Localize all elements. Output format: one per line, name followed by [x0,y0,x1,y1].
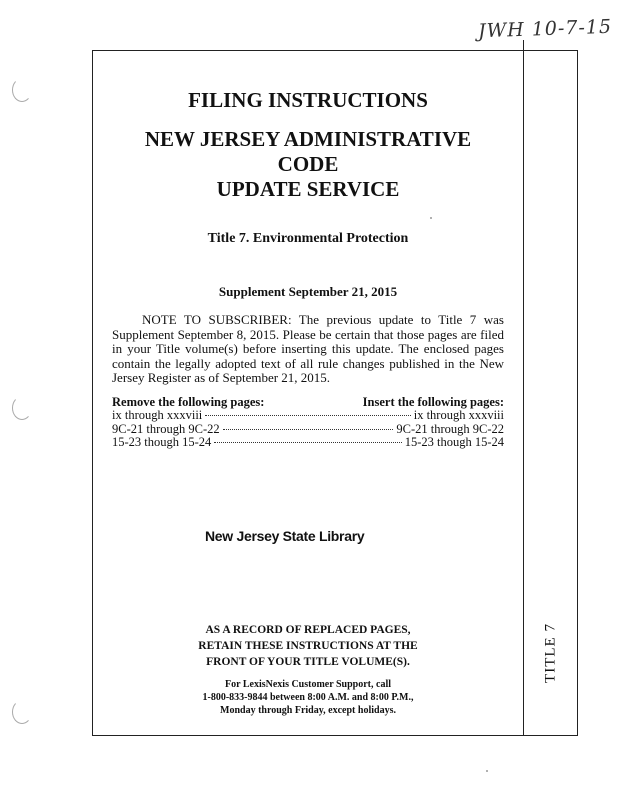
title-tab-label: TITLE 7 [542,623,559,683]
support-line: Monday through Friday, except holidays. [220,705,396,716]
insert-pages: ix through xxxviii [413,408,504,422]
dot-leader [214,442,401,443]
retain-notice [112,622,504,670]
table-header [112,396,504,410]
dot-leader [205,415,410,416]
handwritten-initials-date: JWH 10-7-15 [477,15,613,43]
scan-speck [486,770,488,772]
library-stamp: New Jersey State Library [205,528,365,544]
dot-leader [223,429,394,430]
table-row [112,423,504,437]
insert-header: Insert the following pages: [362,394,504,409]
instructions-body [112,88,504,450]
code-heading-line1: NEW JERSEY ADMINISTRATIVE CODE [144,127,472,176]
customer-support-info [112,678,504,717]
page-title: FILING INSTRUCTIONS [188,88,428,112]
code-heading-line2: UPDATE SERVICE [216,177,400,201]
retain-line: AS A RECORD OF REPLACED PAGES, [205,624,411,636]
scan-speck [430,217,432,219]
support-line: 1-800-833-9844 between 8:00 A.M. and 8:00 P.M., [202,692,414,703]
remove-header: Remove the following pages: [112,394,265,409]
remove-pages: 9C-21 through 9C-22 [112,421,220,436]
remove-pages: 15-23 though 15-24 [112,435,212,449]
insert-pages: 9C-21 through 9C-22 [396,421,504,436]
tab-divider-line [523,40,524,736]
note-to-subscriber: NOTE TO SUBSCRIBER: The previous update to Title 7 was Supplement September 8, 2015. Please be certain that those pages are filed in your Title volume(s) before inserting this update. The enclosed pages contain the legally adopted text of all rule changes published in the New Jersey Register as of September 21, 2015. [112,312,504,385]
punch-hole-middle [12,396,32,420]
title-heading: Title 7. Environmental Protection [207,231,409,246]
retain-line: FRONT OF YOUR TITLE VOLUME(S). [206,656,410,668]
retain-line: RETAIN THESE INSTRUCTIONS AT THE [198,640,418,652]
punch-hole-bottom [12,700,32,724]
table-row [112,409,504,423]
support-line: For LexisNexis Customer Support, call [224,679,391,690]
table-row [112,436,504,450]
page-replacement-table [112,396,504,450]
code-heading [112,127,504,202]
insert-pages: 15-23 though 15-24 [404,435,504,449]
punch-hole-top [12,78,32,102]
remove-pages: ix through xxxviii [112,408,203,422]
supplement-date: Supplement September 21, 2015 [218,284,398,299]
